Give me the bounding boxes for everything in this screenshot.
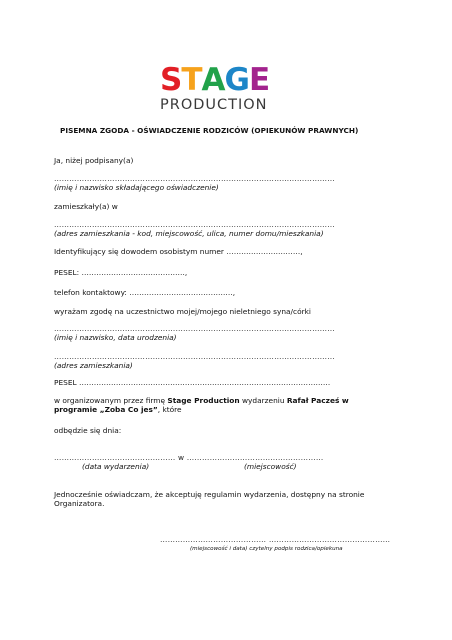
organizer-prefix: w organizowanym przez firmę: [54, 396, 168, 405]
signature-field: …………………………………… …………………………………………: [160, 535, 391, 544]
date-place-field: ………………………………………… w ………………………………………………: [54, 453, 324, 462]
organizer-suffix: , które: [157, 405, 182, 414]
resident-label: zamieszkały(a) w: [54, 202, 118, 211]
signer-name-field: …………………………………………………………………………………………………: [54, 174, 335, 183]
signer-address-field: …………………………………………………………………………………………………: [54, 220, 335, 229]
event-program: programie „Zoba Co jes”: [54, 405, 158, 414]
takes-place-label: odbędzie się dnia:: [54, 426, 122, 435]
organizer-line: [54, 396, 349, 405]
event-date-caption: (data wydarzenia): [82, 462, 150, 471]
signature-caption: (miejscowość i data) czytelny podpis rodzica/opiekuna: [190, 546, 343, 552]
regulation-line-2: Organizatora.: [54, 499, 105, 508]
signer-intro: Ja, niżej podpisany(a): [54, 156, 134, 165]
event-place-caption: (miejscowość): [244, 462, 297, 471]
regulation-line-1: Jednocześnie oświadczam, że akceptuję regulamin wydarzenia, dostępny na stronie: [54, 490, 365, 499]
logo-letter: S: [160, 62, 182, 98]
logo-letter: A: [201, 62, 225, 98]
phone-line: telefon kontaktowy: ……………………………………,: [54, 288, 236, 297]
pesel-line: PESEL: ……………………………………,: [54, 268, 188, 277]
logo-subtitle: PRODUCTION: [160, 97, 268, 113]
event-name: Rafał Pacześ w: [286, 396, 349, 405]
signer-name-caption: (imię i nazwisko składającego oświadczenie): [54, 183, 219, 192]
consent-line: wyrażam zgodę na uczestnictwo mojej/mojego nieletniego syna/córki: [54, 307, 311, 316]
signer-address-caption: (adres zamieszkania - kod, miejscowość, ulica, numer domu/mieszkania): [54, 229, 324, 238]
logo-letter: E: [248, 62, 270, 98]
id-document-line: Identyfikujący się dowodem osobistym numer …………………………,: [54, 247, 303, 256]
document-title: PISEMNA ZGODA - OŚWIADCZENIE RODZICÓW (OPIEKUNÓW PRAWNYCH): [60, 126, 359, 135]
organizer-middle: wydarzeniu: [239, 396, 287, 405]
child-pesel-line: PESEL …………………………………………………………………………………………: [54, 378, 331, 387]
logo-stage-word: [160, 64, 294, 96]
stage-production-logo: [160, 64, 294, 116]
child-name-caption: (imię i nazwisko, data urodzenia): [54, 333, 177, 342]
child-name-field: …………………………………………………………………………………………………: [54, 324, 335, 333]
logo-letter: G: [224, 62, 249, 98]
organizer-line-2: [54, 405, 182, 414]
logo-letter: T: [181, 62, 202, 98]
child-address-field: …………………………………………………………………………………………………: [54, 352, 335, 361]
organizer-company: Stage Production: [167, 396, 240, 405]
child-address-caption: (adres zamieszkania): [54, 361, 133, 370]
